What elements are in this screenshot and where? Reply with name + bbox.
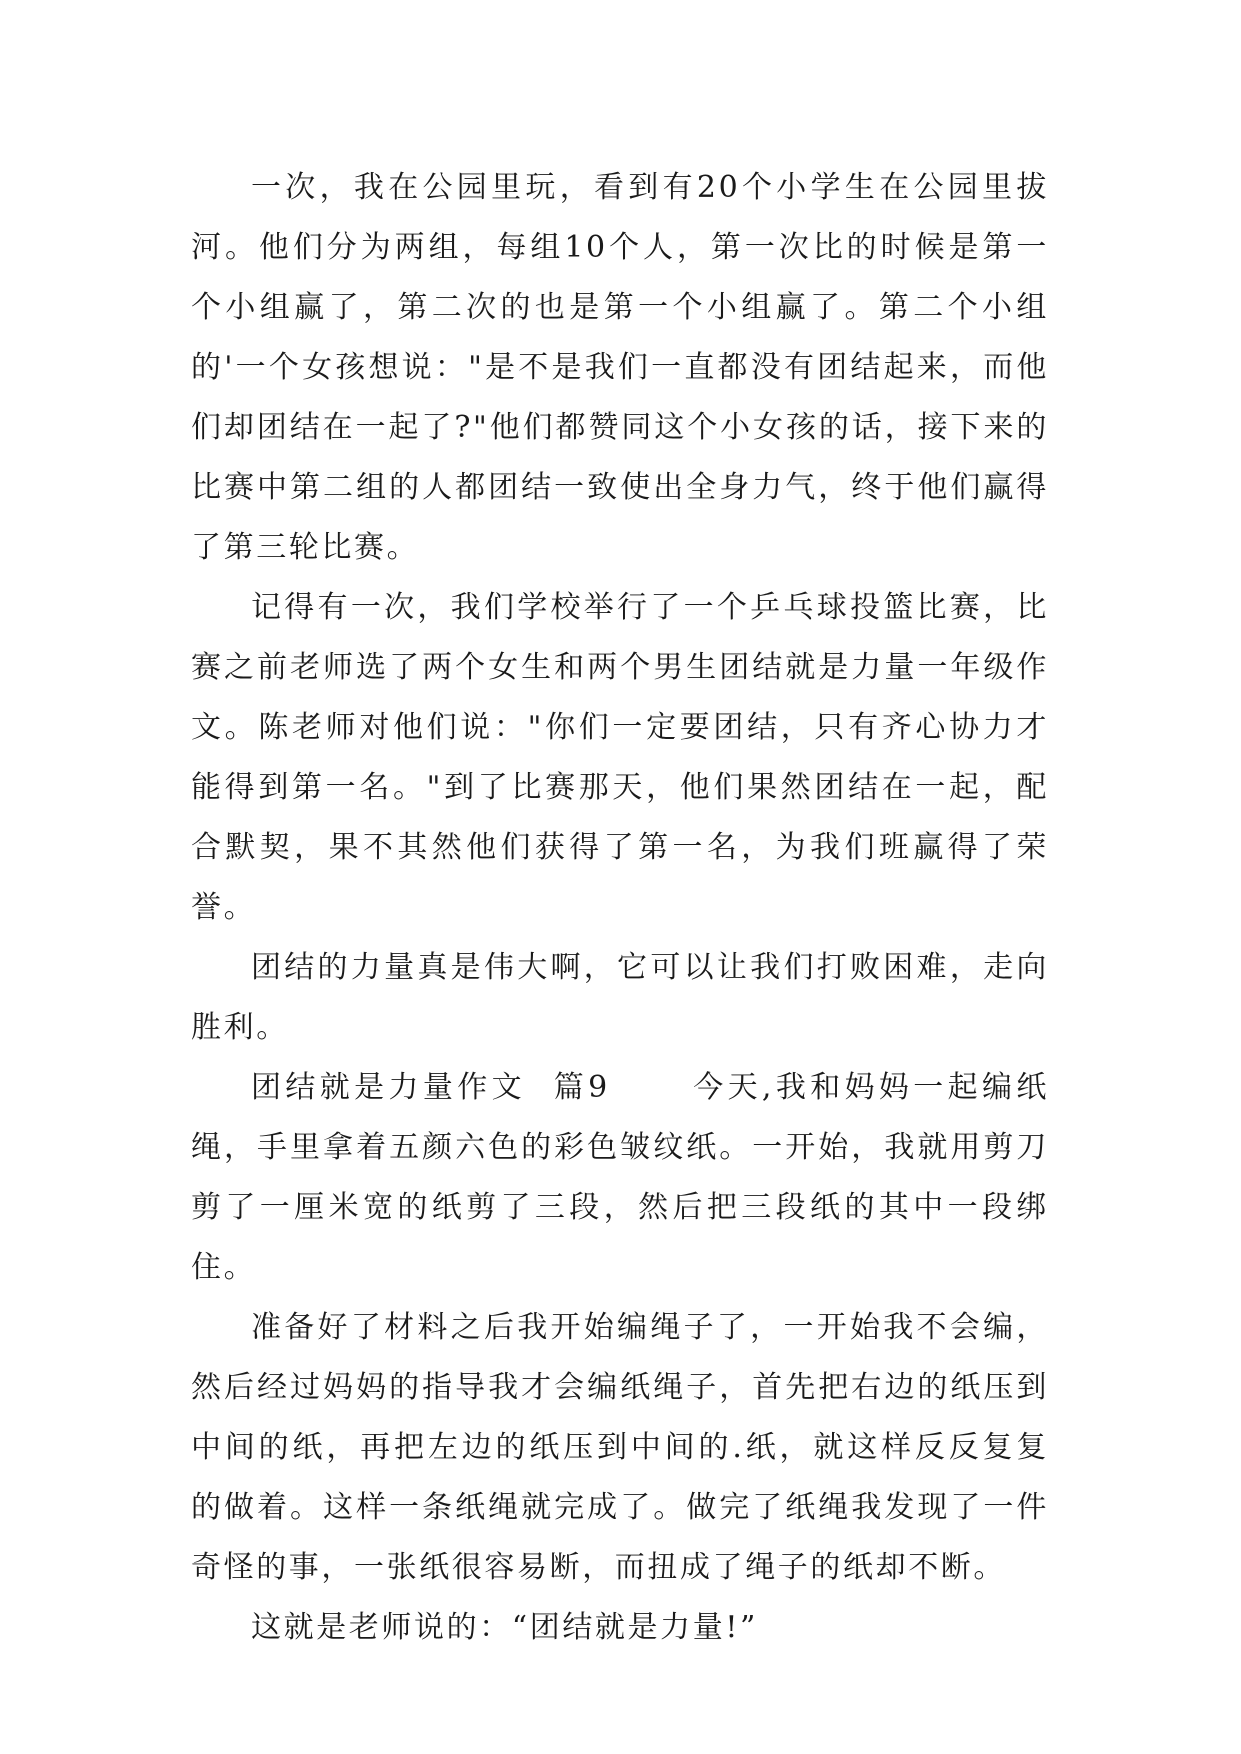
paragraph-weaving-rope: 准备好了材料之后我开始编绳子了，一开始我不会编，然后经过妈妈的指导我才会编纸绳子，首先把右边的纸压到中间的纸，再把左边的纸压到中间的.纸，就这样反反复复的做着。这样一条纸绳就完成了。做完了纸绳我发现了一件奇怪的事，一张纸很容易断，而扭成了绳子的纸却不断。 (191, 1310, 1049, 1585)
paragraph-teacher-quote: 这就是老师说的：“团结就是力量!” (251, 1610, 758, 1645)
paragraph-tug-of-war: 一次，我在公园里玩，看到有20个小学生在公园里拔河。他们分为两组，每组10个人，第一次比的时候是第一个小组赢了，第二次的也是第一个小组赢了。第二个小组的'一个女孩想说："是不是我们一直都没有团结起来，而他们却团结在一起了?"他们都赞同这个小女孩的话，接下来的比赛中第二组的人都团结一致使出全身力气，终于他们赢得了第三轮比赛。 (191, 170, 1049, 565)
paragraph-essay-9-paper-rope: 团结就是力量作文 篇9 今天,我和妈妈一起编纸绳，手里拿着五颜六色的彩色皱纹纸。一开始，我就用剪刀剪了一厘米宽的纸剪了三段，然后把三段纸的其中一段绑住。 (191, 1070, 1049, 1285)
paragraph-power-of-unity: 团结的力量真是伟大啊，它可以让我们打败困难，走向胜利。 (191, 950, 1049, 1045)
paragraph-ping-pong-contest: 记得有一次，我们学校举行了一个乒乓球投篮比赛，比赛之前老师选了两个女生和两个男生团结就是力量一年级作文。陈老师对他们说："你们一定要团结，只有齐心协力才能得到第一名。"到了比赛那天，他们果然团结在一起，配合默契，果不其然他们获得了第一名，为我们班赢得了荣誉。 (191, 590, 1049, 925)
document-body (191, 158, 1049, 1658)
